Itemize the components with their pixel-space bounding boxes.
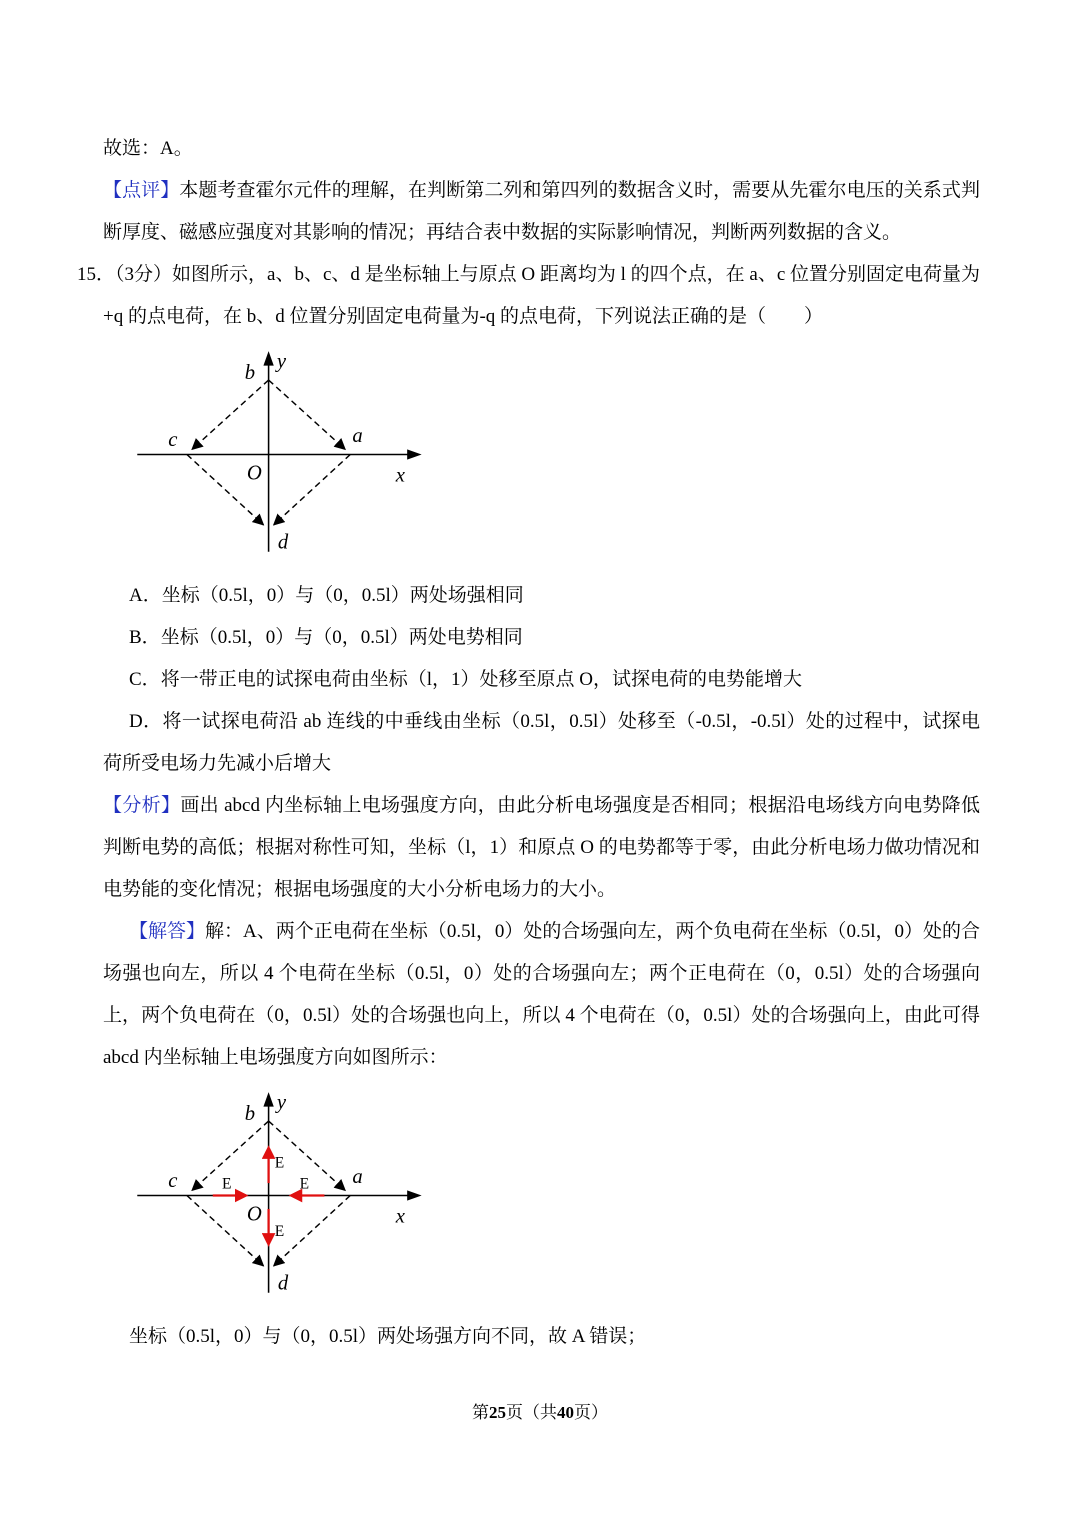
option-d-label: D． <box>129 711 163 732</box>
field-label-right: E <box>299 1175 310 1193</box>
figure-problem-diagram <box>131 348 980 561</box>
edge-a-d <box>274 455 351 525</box>
question-15 <box>77 254 981 338</box>
label-origin: O <box>246 462 262 485</box>
footer-text-mid: 页（共 <box>506 1403 557 1422</box>
label-a: a <box>352 425 363 448</box>
option-c-text: 将一带正电的试探电荷由坐标（l，1）处移至原点 O，试探电荷的电势能增大 <box>160 669 802 690</box>
edge-b-c <box>192 380 269 449</box>
footer-page-number: 25 <box>489 1403 506 1422</box>
comment-tag: 【点评】 <box>103 180 180 201</box>
field-label-top: E <box>274 1154 285 1172</box>
option-c <box>103 659 980 701</box>
comment-paragraph <box>103 170 980 254</box>
option-c-label: C． <box>129 669 161 690</box>
footer-text-before: 第 <box>472 1403 489 1422</box>
option-b <box>103 617 980 659</box>
solution-paragraph <box>103 911 980 1079</box>
label-x: x <box>395 1205 405 1228</box>
x-axis-arrowhead <box>407 1190 421 1200</box>
field-label-left: E <box>222 1175 232 1193</box>
footer-text-after: 页） <box>574 1403 608 1422</box>
solution-tag: 【解答】 <box>129 921 206 942</box>
edge-a-d <box>274 1196 351 1266</box>
option-a <box>103 575 980 617</box>
question-number: 15．（3分） <box>77 264 173 285</box>
analysis-paragraph <box>103 785 980 911</box>
label-b: b <box>244 362 256 385</box>
label-a: a <box>352 1166 363 1189</box>
axes <box>137 1101 410 1292</box>
label-x: x <box>395 464 405 487</box>
answer-choice-line: 故选：A。 <box>103 138 193 159</box>
figure1-labels <box>168 351 405 554</box>
solution-text: 解：A、两个正电荷在坐标（0.5l，0）处的合场强向左，两个负电荷在坐标（0.5l，0）处的合场强也向左，所以 4 个电荷在坐标（0.5l，0）处的合场强向左；两个正电荷在（0，0.5l）处的合场强向上，两个负电荷在（0，0.5l）处的合场强也向上，所以 4 个电荷在（0，0.5l）处的合场强向上，由此可得 abcd 内坐标轴上电场强度方向如图所示： <box>103 921 980 1068</box>
figure-field-diagram <box>131 1089 980 1302</box>
label-y: y <box>276 1091 287 1114</box>
field-label-bottom: E <box>274 1222 285 1240</box>
option-a-text: 坐标（0.5l，0）与（0，0.5l）两处场强相同 <box>161 585 524 606</box>
question-text: 如图所示，a、b、c、d 是坐标轴上与原点 O 距离均为 l 的四个点，在 a、c 位置分别固定电荷量为+q 的点电荷，在 b、d 位置分别固定电荷量为-q 的点电荷，下列说法正确的是（ ） <box>103 264 981 327</box>
option-d <box>103 701 980 785</box>
option-b-text: 坐标（0.5l，0）与（0，0.5l）两处电势相同 <box>160 627 523 648</box>
figure2-labels <box>168 1092 405 1295</box>
analysis-tag: 【分析】 <box>103 795 181 816</box>
conclusion-line: 坐标（0.5l，0）与（0，0.5l）两处场强方向不同，故 A 错误； <box>129 1326 647 1347</box>
label-c: c <box>168 429 178 452</box>
figure1-svg <box>131 348 431 561</box>
axes <box>137 360 410 551</box>
label-d: d <box>277 1272 289 1295</box>
option-a-label: A． <box>129 585 162 606</box>
label-c: c <box>168 1170 178 1193</box>
label-d: d <box>277 531 289 554</box>
edge-b-a <box>269 380 346 449</box>
y-axis-arrowhead <box>263 1092 273 1106</box>
footer-total-pages: 40 <box>557 1403 574 1422</box>
option-d-text: 将一试探电荷沿 ab 连线的中垂线由坐标（0.5l，0.5l）处移至（-0.5l，-0.5l）处的过程中，试探电荷所受电场力先减小后增大 <box>103 711 980 774</box>
figure2-svg <box>131 1089 431 1302</box>
options-list <box>103 575 980 785</box>
page-footer <box>0 1398 1080 1423</box>
label-origin: O <box>246 1203 262 1226</box>
option-b-label: B． <box>129 627 161 648</box>
x-axis-arrowhead <box>407 449 421 459</box>
y-axis-arrowhead <box>263 351 273 365</box>
comment-text: 本题考查霍尔元件的理解，在判断第二列和第四列的数据含义时，需要从先霍尔电压的关系式判断厚度、磁感应强度对其影响的情况；再结合表中数据的实际影响情况，判断两列数据的含义。 <box>103 180 980 243</box>
label-b: b <box>244 1103 256 1126</box>
label-y: y <box>276 350 287 373</box>
analysis-text: 画出 abcd 内坐标轴上电场强度方向，由此分析电场强度是否相同；根据沿电场线方向电势降低判断电势的高低；根据对称性可知，坐标（l，1）和原点 O 的电势都等于零，由此分析电场力做功情况和电势能的变化情况；根据电场强度的大小分析电场力的大小。 <box>103 795 980 900</box>
field-strength-labels <box>222 1155 309 1240</box>
